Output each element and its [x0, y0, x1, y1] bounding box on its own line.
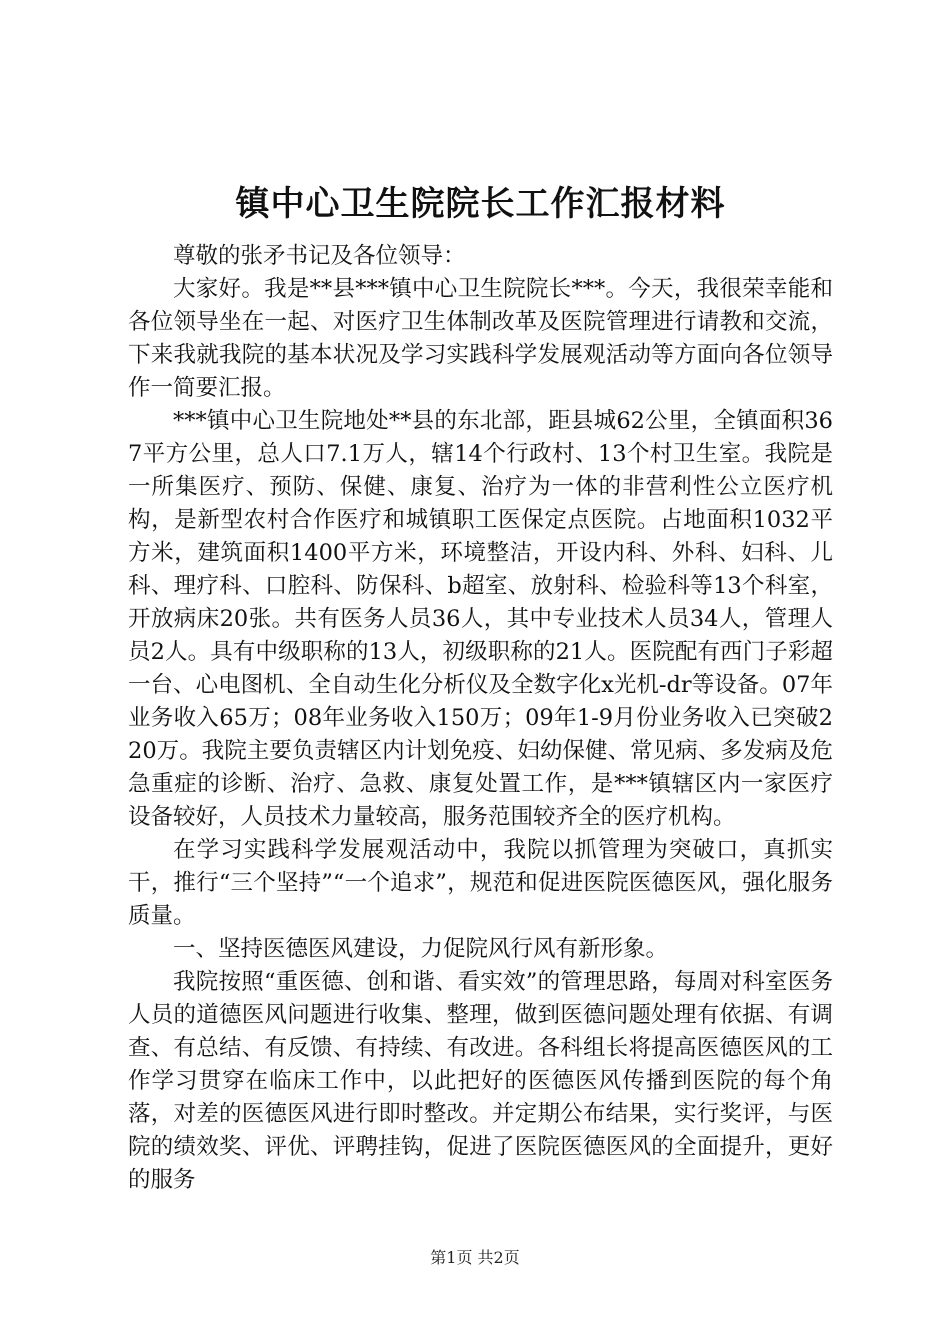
paragraph-hospital-overview: ***镇中心卫生院地处**县的东北部，距县城62公里，全镇面积367平方公里，总人口7.1万人，辖14个行政村、13个村卫生室。我院是一所集医疗、预防、保健、康复、治疗为一体的非营利性公立医疗机构，是新型农村合作医疗和城镇职工医保定点医院。占地面积1032平方米，建筑面积1400平方米，环境整洁，开设内科、外科、妇科、儿科、理疗科、口腔科、防保科、b超室、放射科、检验科等13个科室，开放病床20张。共有医务人员36人，其中专业技术人员34人，管理人员2人。具有中级职称的13人，初级职称的21人。医院配有西门子彩超一台、心电图机、全自动生化分析仪及全数字化x光机-dr等设备。07年业务收入65万；08年业务收入150万；09年1-9月份业务收入已突破220万。我院主要负责辖区内计划免疫、妇幼保健、常见病、多发病及危急重症的诊断、治疗、急救、康复处置工作，是***镇辖区内一家医疗设备较好，人员技术力量较高，服务范围较齐全的医疗机构。: [128, 408, 833, 830]
page-number: 第1页 共2页: [430, 1248, 520, 1267]
section-heading-1: 一、坚持医德医风建设，力促院风行风有新形象。: [173, 936, 669, 962]
paragraph-practice-activity: 在学习实践科学发展观活动中，我院以抓管理为突破口，真抓实干，推行“三个坚持”“一个追求”，规范和促进医院医德医风，强化服务质量。: [128, 837, 833, 929]
document-body: [128, 180, 833, 1197]
paragraph-greeting: 尊敬的张矛书记及各位领导：: [173, 243, 466, 269]
paragraph-medical-ethics: 我院按照“重医德、创和谐、看实效”的管理思路，每周对科室医务人员的道德医风问题进行收集、整理，做到医德问题处理有依据、有调查、有总结、有反馈、有持续、有改进。各科组长将提高医德医风的工作学习贯穿在临床工作中，以此把好的医德医风传播到医院的每个角落，对差的医德医风进行即时整改。并定期公布结果，实行奖评，与医院的绩效奖、评优、评聘挂钩，促进了医院医德医风的全面提升，更好的服务: [128, 969, 833, 1193]
paragraph-intro: 大家好。我是**县***镇中心卫生院院长***。今天，我很荣幸能和各位领导坐在一起、对医疗卫生体制改革及医院管理进行请教和交流，下来我就我院的基本状况及学习实践科学发展观活动等方面向各位领导作一简要汇报。: [128, 276, 833, 401]
document-title: 镇中心卫生院院长工作汇报材料: [235, 184, 726, 224]
